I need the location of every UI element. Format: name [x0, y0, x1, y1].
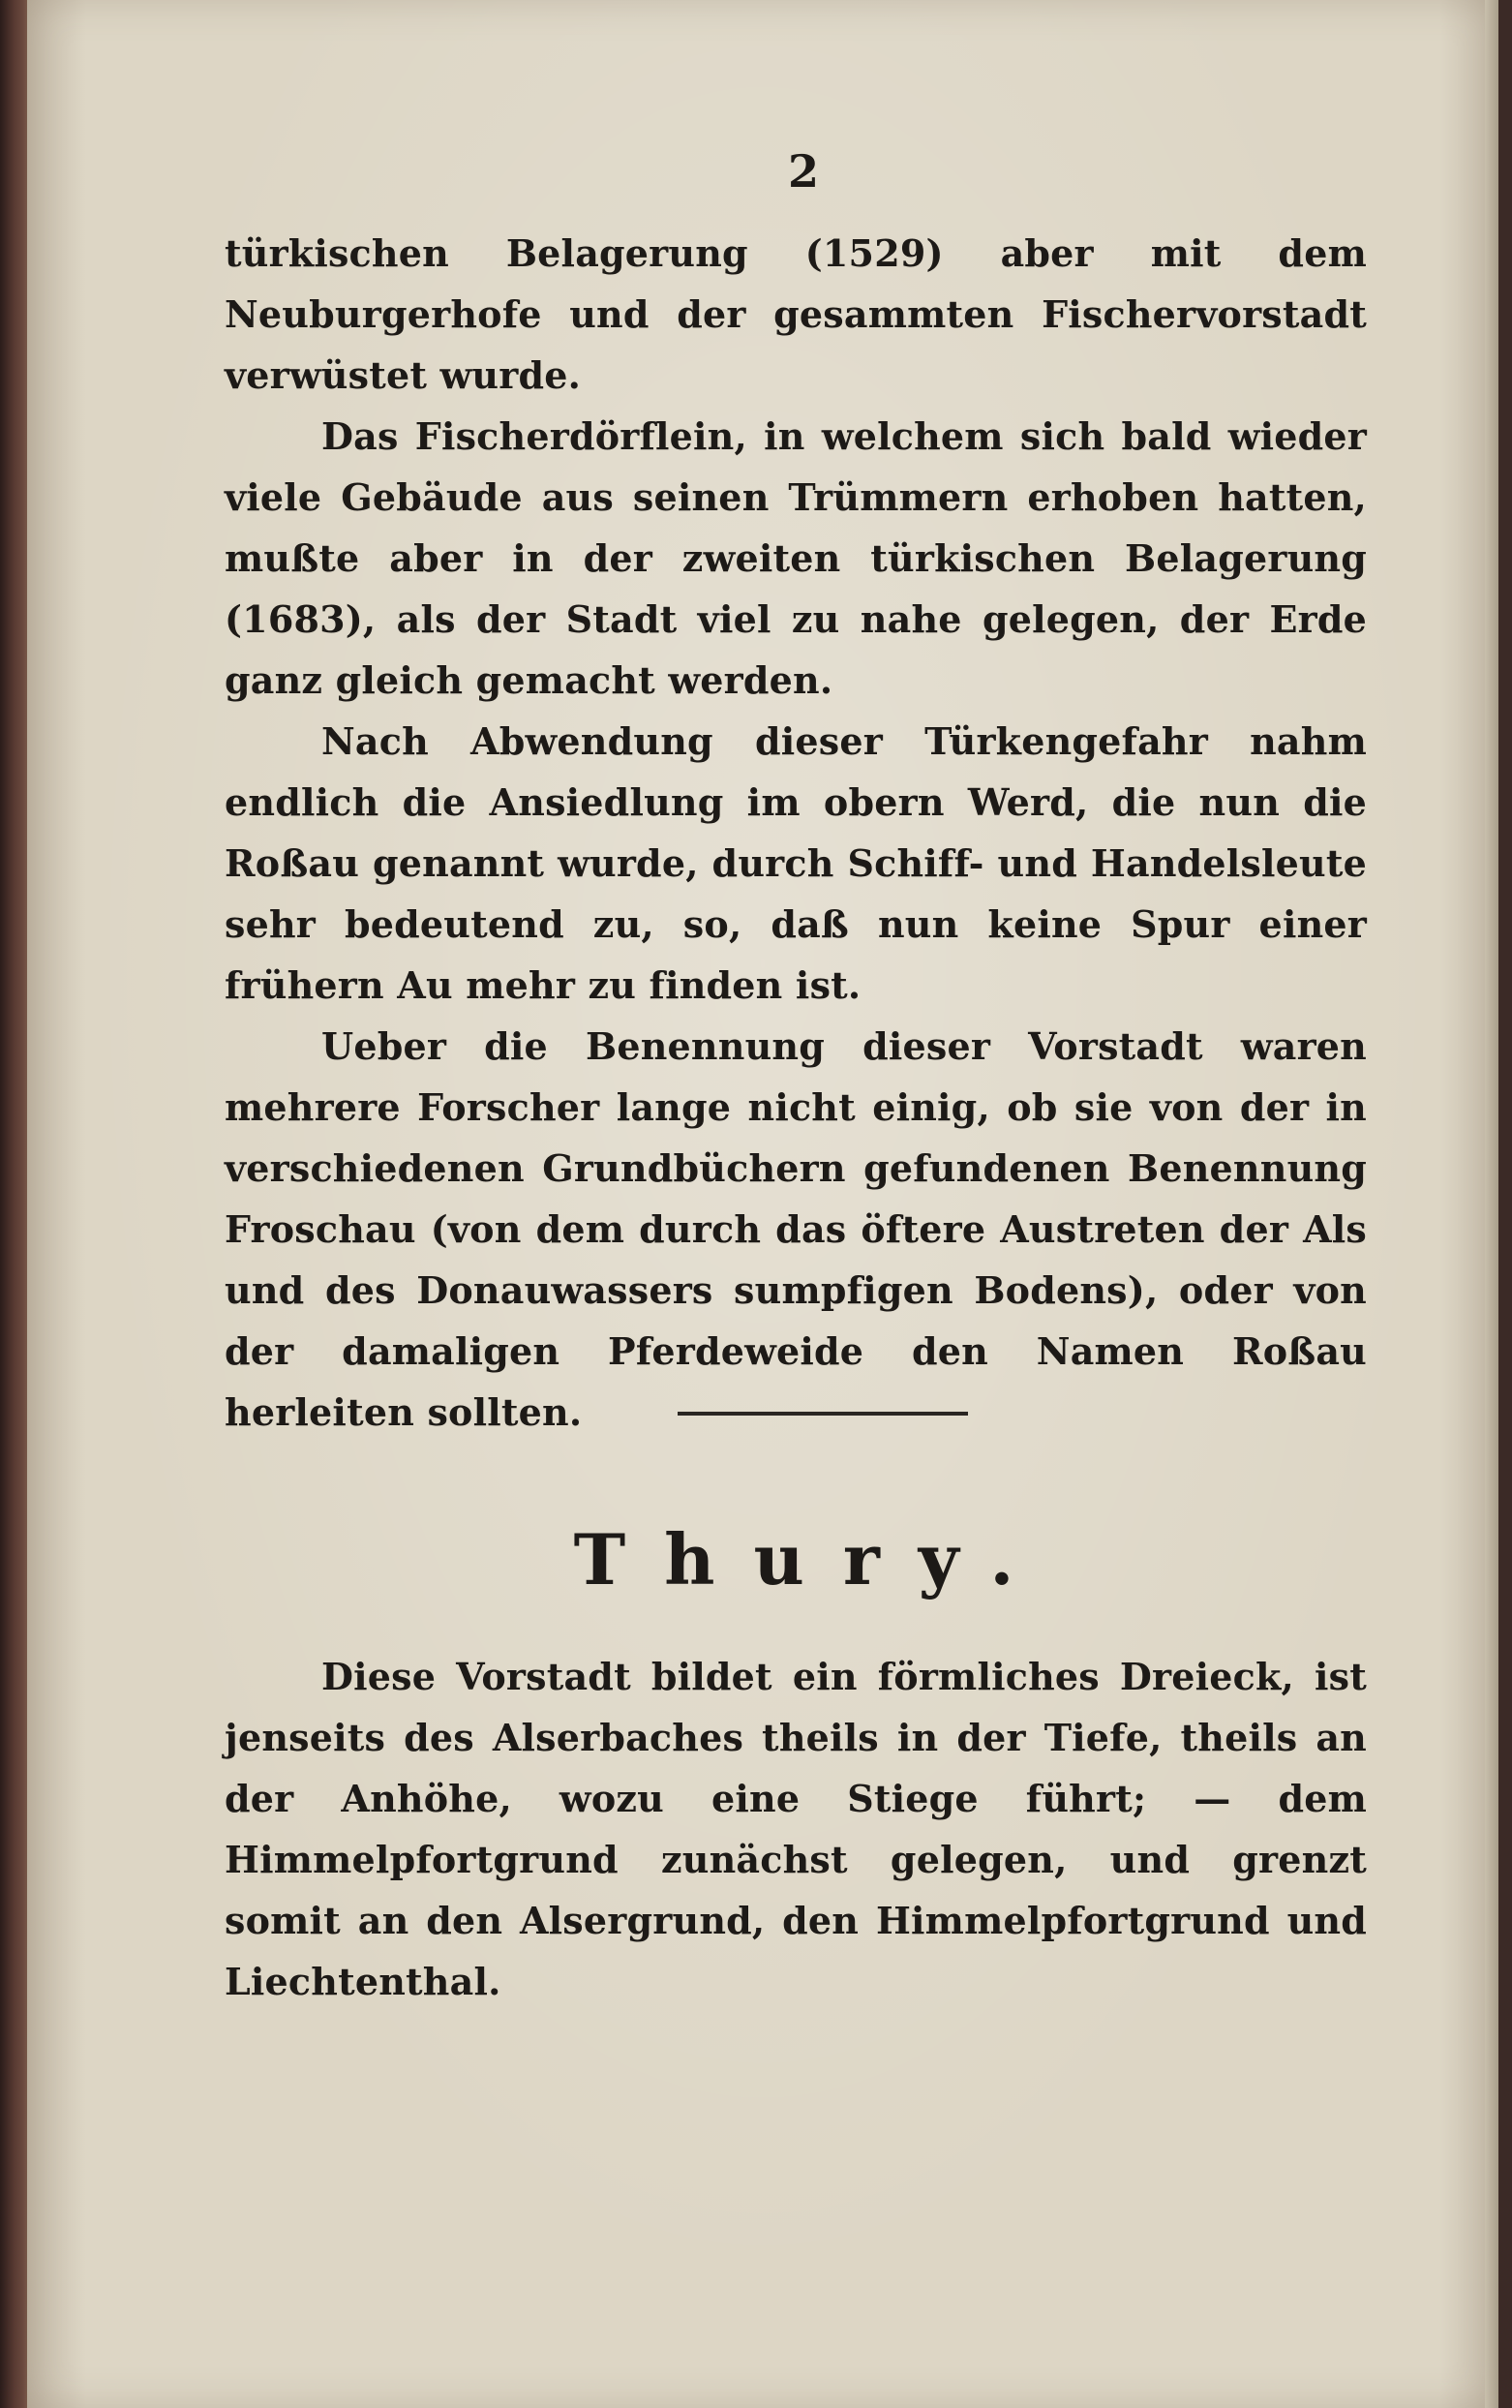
paragraph-2: Das Fischerdörflein, in welchem sich bald wieder viele Gebäude aus seinen Trümmern erhoben hatten, mußte aber in der zweiten türkischen Belagerung (1683), als der Stadt viel zu nahe gelegen, der Erde ganz gleich gemacht werden. — [225, 414, 1367, 702]
section-divider — [678, 1412, 968, 1416]
page-number: 2 — [787, 145, 819, 198]
page-edge — [1485, 0, 1498, 2408]
paragraph-4: Ueber die Benennung dieser Vorstadt waren mehrere Forscher lange nicht einig, ob sie von der in verschiedenen Grundbüchern gefundenen Benennung Froschau (von dem durch das öftere Austreten der Als und des Donauwassers sumpfigen Bodens), oder von der damaligen Pferdeweide den Namen Roßau herleiten sollten. — [225, 1024, 1367, 1434]
paragraph-5: Diese Vorstadt bildet ein förmliches Dreieck, ist jenseits des Alserbaches theils in der Tiefe, theils an der Anhöhe, wozu eine Stiege führt; — dem Himmelpfortgrund zunächst gelegen, und grenzt somit an den Alsergrund, den Himmelpfortgrund und Liechtenthal. — [225, 1655, 1367, 2003]
paragraph-1: türkischen Belagerung (1529) aber mit dem Neuburgerhofe und der gesammten Fischervorstadt verwüstet wurde. — [225, 231, 1367, 397]
section-rossau-text — [225, 223, 1367, 1443]
section-thury-text — [225, 1646, 1367, 2012]
section-heading: Thury. — [573, 1518, 1053, 1600]
paragraph-3: Nach Abwendung dieser Türkengefahr nahm endlich die Ansiedlung im obern Werd, die nun die Roßau genannt wurde, durch Schiff- und Handelsleute sehr bedeutend zu, so, daß nun keine Spur einer frühern Au mehr zu finden ist. — [225, 719, 1367, 1007]
